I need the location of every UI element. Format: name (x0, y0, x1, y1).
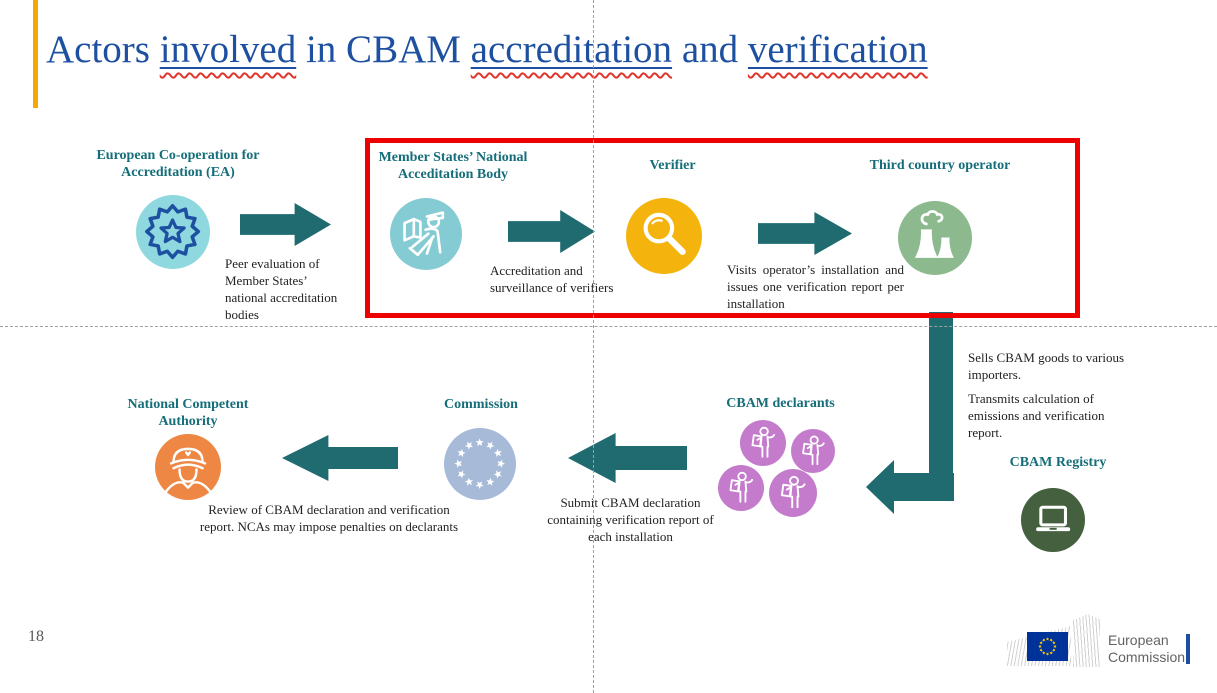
declarant-node-1 (740, 420, 786, 466)
arrow-operator-head (866, 460, 894, 514)
laptop-icon (1025, 492, 1081, 548)
declarant-person-icon (794, 432, 833, 471)
ea-label: European Co-operation for Accreditation (EA) (96, 148, 260, 180)
ea-note: Peer evaluation of Member States’ national accreditation bodies (225, 256, 338, 322)
nca-note: Review of CBAM declaration and verification report. NCAs may impose penalties on declarants (199, 502, 459, 534)
eu-stars-icon (448, 432, 511, 495)
declarant-person-icon (743, 423, 783, 463)
arrow-commission-to-nca (282, 435, 398, 481)
ec-logo-text: European Commission (1108, 632, 1186, 665)
eu-flag (1027, 632, 1068, 661)
ec-logo-bar (1186, 634, 1190, 664)
arrow-operator-left-shaft (893, 473, 954, 501)
registry-node (1021, 488, 1085, 552)
arrow-operator-down-shaft (929, 312, 953, 475)
ec-logo (1005, 612, 1205, 674)
page-title: Actors involved in CBAM accreditation and verification (46, 28, 928, 71)
arrow-declarants-to-commission (568, 433, 687, 483)
arrow-ea-to-nab (240, 203, 331, 246)
page-number: 18 (28, 628, 44, 645)
title-accent-bar (33, 0, 38, 108)
declarant-node-2 (791, 429, 835, 473)
verifier-label: Verifier (649, 158, 696, 173)
underlined-word: accreditation (470, 28, 673, 71)
nab-note: Accreditation and surveillance of verifiers (490, 263, 614, 295)
operator-note-1: Sells CBAM goods to various importers. (968, 350, 1125, 382)
vertical-guide-line (593, 0, 594, 693)
commission-node (444, 428, 516, 500)
declarant-person-icon (721, 468, 761, 508)
underlined-word: involved (159, 28, 297, 71)
logo-lines-right (1073, 614, 1100, 667)
horizontal-guide-line (0, 326, 1217, 327)
registry-label: CBAM Registry (1009, 455, 1107, 470)
badge-star-icon (140, 199, 205, 264)
declarants-label: CBAM declarants (726, 396, 835, 411)
nab-label: Member States’ National Acceditation Body (378, 150, 528, 182)
nca-node (155, 434, 221, 500)
operator-note-2: Transmits calculation of emissions and verification report. (968, 391, 1105, 440)
underlined-word: verification (747, 28, 928, 71)
declarants-note: Submit CBAM declaration containing verification report of each installation (547, 495, 714, 544)
customs-officer-icon (159, 438, 217, 496)
operator-label: Third country operator (869, 158, 1011, 173)
highlight-box (365, 138, 1080, 318)
nca-label: National Competent Authority (127, 397, 249, 429)
eu-flag-stars-icon (1027, 632, 1068, 661)
verifier-note: Visits operator’s installation and issues one verification report per installation (727, 262, 904, 311)
commission-label: Commission (444, 397, 518, 412)
declarant-person-icon (772, 472, 814, 514)
ea-node (136, 195, 210, 269)
declarant-node-3 (718, 465, 764, 511)
declarant-node-4 (769, 469, 817, 517)
